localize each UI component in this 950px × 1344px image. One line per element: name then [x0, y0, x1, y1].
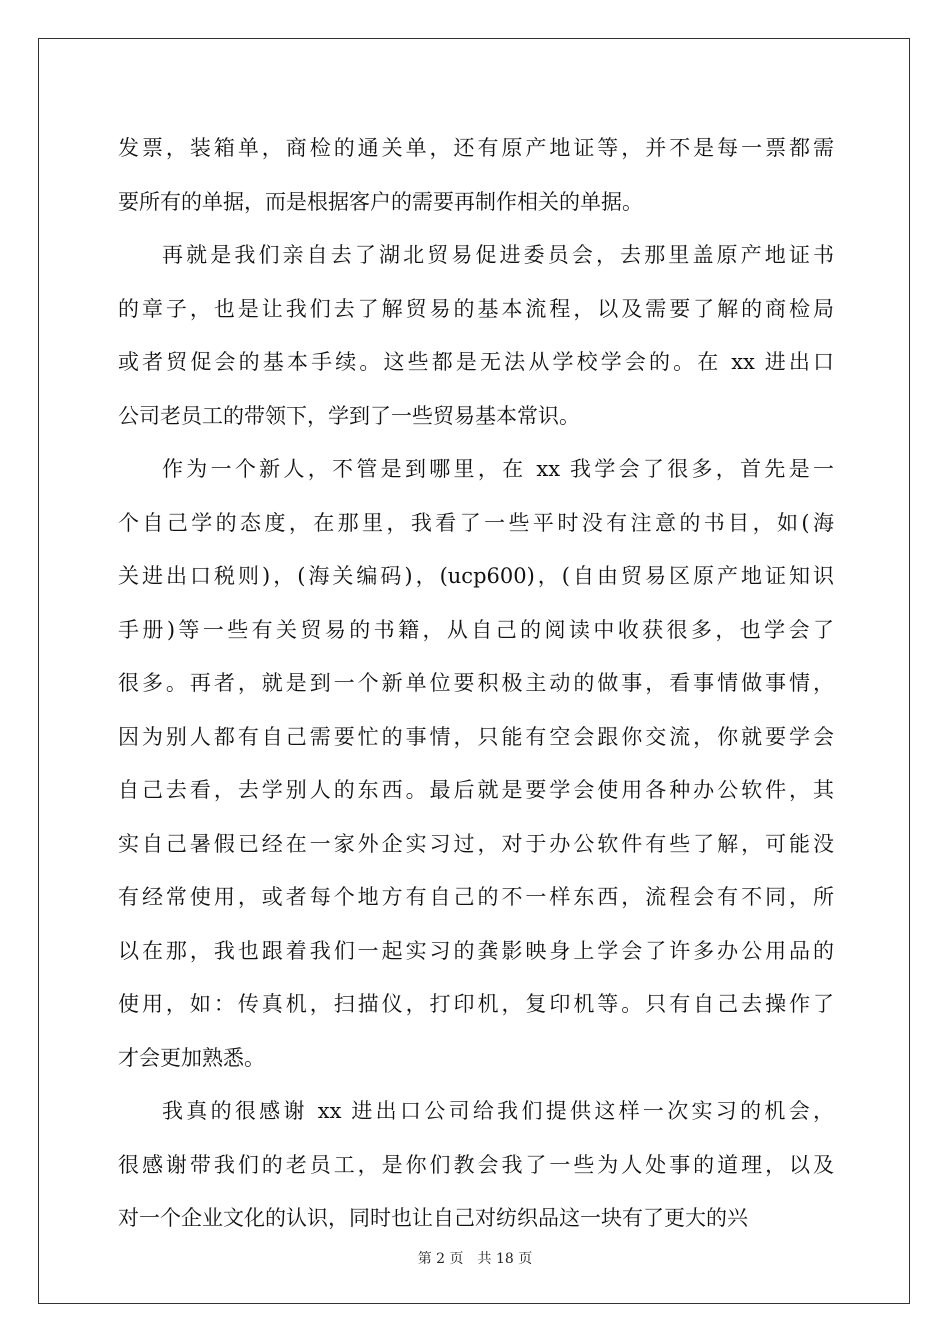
- text-line: 因为别人都有自己需要忙的事情，只能有空会跟你交流，你就要学会: [118, 724, 834, 749]
- paragraph: [118, 122, 834, 229]
- page-total: 共 18 页: [477, 1251, 533, 1267]
- text-line: 发票，装箱单，商检的通关单，还有原产地证等，并不是每一票都需: [118, 136, 834, 160]
- text-line: 个自己学的态度，在那里，我看了一些平时没有注意的书目，如(海: [118, 510, 834, 535]
- text-line: 作为一个新人，不管是到哪里，在 xx 我学会了很多，首先是一: [162, 457, 834, 481]
- text-line: 公司老员工的带领下，学到了一些贸易基本常识。: [118, 403, 580, 428]
- page-footer: [0, 1248, 950, 1268]
- text-line: 关进出口税则)，(海关编码)，(ucp600)，(自由贸易区原产地证知识: [118, 564, 834, 588]
- text-line: 自己去看，去学别人的东西。最后就是要学会使用各种办公软件，其: [118, 778, 834, 802]
- text-line: 实自己暑假已经在一家外企实习过，对于办公软件有些了解，可能没: [118, 831, 834, 856]
- text-line: 很感谢带我们的老员工，是你们教会我了一些为人处事的道理，以及: [118, 1152, 834, 1177]
- paragraph: [118, 229, 834, 443]
- text-line: 我真的很感谢 xx 进出口公司给我们提供这样一次实习的机会，: [162, 1099, 834, 1123]
- text-line: 使用，如：传真机，扫描仪，打印机，复印机等。只有自己去操作了: [118, 992, 834, 1016]
- text-line: 才会更加熟悉。: [118, 1045, 265, 1070]
- text-line: 或者贸促会的基本手续。这些都是无法从学校学会的。在 xx 进出口: [118, 350, 834, 374]
- text-line: 对一个企业文化的认识，同时也让自己对纺织品这一块有了更大的兴: [118, 1206, 748, 1230]
- text-line: 以在那，我也跟着我们一起实习的龚影映身上学会了许多办公用品的: [118, 938, 834, 963]
- document-body: [118, 122, 834, 1246]
- page-number: 第 2 页: [417, 1251, 464, 1267]
- text-line: 有经常使用，或者每个地方有自己的不一样东西，流程会有不同，所: [118, 885, 834, 909]
- text-line: 要所有的单据，而是根据客户的需要再制作相关的单据。: [118, 189, 643, 214]
- text-line: 很多。再者，就是到一个新单位要积极主动的做事，看事情做事情，: [118, 671, 834, 695]
- text-line: 手册)等一些有关贸易的书籍，从自己的阅读中收获很多，也学会了: [118, 617, 834, 642]
- text-line: 再就是我们亲自去了湖北贸易促进委员会，去那里盖原产地证书: [162, 243, 834, 267]
- paragraph: [118, 1085, 834, 1246]
- paragraph: [118, 443, 834, 1085]
- text-line: 的章子，也是让我们去了解贸易的基本流程，以及需要了解的商检局: [118, 296, 834, 321]
